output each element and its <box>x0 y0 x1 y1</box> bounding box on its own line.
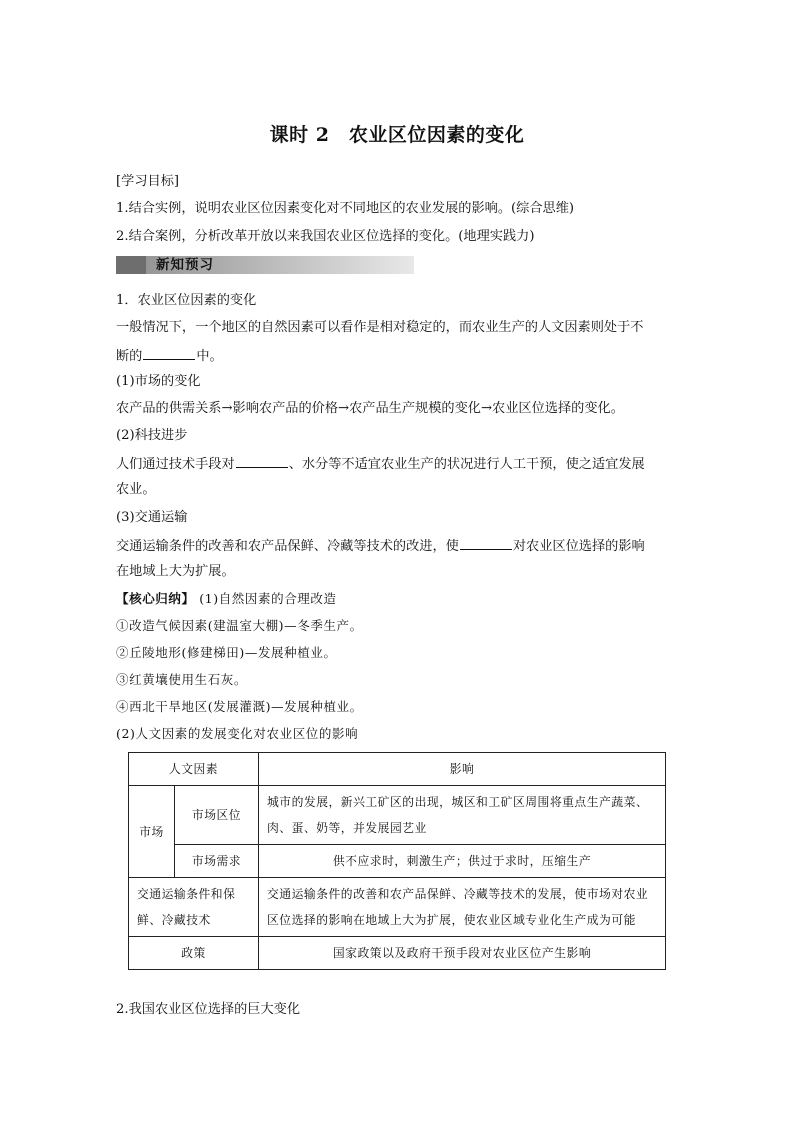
fill-blank-2[interactable] <box>236 453 288 468</box>
table-cell-market-location-impact: 城市的发展，新兴工矿区的出现，城区和工矿区周围将重点生产蔬菜、肉、蛋、奶等，并发展园艺业 <box>259 786 666 845</box>
objectives-label: [学习目标] <box>116 174 180 189</box>
transport-line-2: 在地域上大为扩展。 <box>116 564 235 579</box>
section-banner-label: 新知预习 <box>156 257 214 273</box>
core-item-3: ③红黄壤使用生石灰。 <box>116 672 248 687</box>
part2-heading: 2.我国农业区位选择的巨大变化 <box>116 1002 301 1017</box>
fill-blank-3[interactable] <box>460 535 512 550</box>
table-cell-market: 市场 <box>129 786 175 878</box>
section-banner-lead <box>116 256 146 274</box>
part1-heading: 1．农业区位因素的变化 <box>116 293 257 308</box>
tech-post: 、水分等不适宜农业生产的状况进行人工干预，使之适宜发展 <box>288 457 645 472</box>
objective-item-1: 1.结合实例，说明农业区位因素变化对不同地区的农业发展的影响。(综合思维) <box>116 201 575 216</box>
table-row <box>129 937 666 970</box>
table-cell-market-demand-impact: 供不应求时，刺激生产；供过于求时，压缩生产 <box>259 845 666 878</box>
human-factors-table <box>128 752 666 970</box>
core-summary-sub1: (1)自然因素的合理改造 <box>199 591 337 606</box>
table-cell-policy-impact: 国家政策以及政府干预手段对农业区位产生影响 <box>259 937 666 970</box>
tech-pre: 人们通过技术手段对 <box>116 457 235 472</box>
table-cell-policy: 政策 <box>129 937 259 970</box>
core-item-4: ④西北干旱地区(发展灌溉)—发展种植业。 <box>116 699 363 714</box>
part1-intro-pre: 断的 <box>116 349 143 364</box>
tech-line-2: 农业。 <box>116 482 156 497</box>
objective-item-2: 2.结合案例，分析改革开放以来我国农业区位选择的变化。(地理实践力) <box>116 229 535 244</box>
transport-heading: (3)交通运输 <box>116 510 188 525</box>
table-header-factor: 人文因素 <box>129 753 259 786</box>
table-cell-transport: 交通运输条件和保鲜、冷藏技术 <box>129 878 259 937</box>
core-summary-label: 【核心归纳】 <box>116 591 195 606</box>
table-header-impact: 影响 <box>259 753 666 786</box>
transport-post: 对农业区位选择的影响 <box>512 539 645 554</box>
transport-pre: 交通运输条件的改善和农产品保鲜、冷藏等技术的改进，使 <box>116 539 459 554</box>
table-row <box>129 786 666 845</box>
core-item-1: ①改造气候因素(建温室大棚)—冬季生产。 <box>116 618 363 633</box>
tech-line-1 <box>116 453 688 475</box>
core-item-2: ②丘陵地形(修建梯田)—发展种植业。 <box>116 645 337 660</box>
market-text: 农产品的供需关系→影响农产品的价格→农产品生产规模的变化→农业区位选择的变化。 <box>116 401 624 416</box>
part1-intro-line-2 <box>116 345 688 367</box>
table-row <box>129 878 666 937</box>
page-title: 课时 2 农业区位因素的变化 <box>269 124 525 146</box>
part1-intro-line-1: 一般情况下，一个地区的自然因素可以看作是相对稳定的，而农业生产的人文因素则处于不 <box>116 320 644 335</box>
table-cell-market-demand: 市场需求 <box>175 845 259 878</box>
section-banner <box>116 256 414 274</box>
market-heading: (1)市场的变化 <box>116 374 201 389</box>
table-row <box>129 845 666 878</box>
tech-heading: (2)科技进步 <box>116 428 188 443</box>
transport-line-1 <box>116 535 688 557</box>
part1-intro-post: 中。 <box>196 349 223 364</box>
table-row <box>129 753 666 786</box>
table-cell-market-location: 市场区位 <box>175 786 259 845</box>
fill-blank-1[interactable] <box>143 345 195 360</box>
core-sub2: (2)人文因素的发展变化对农业区位的影响 <box>116 726 359 741</box>
core-summary-line <box>116 589 688 609</box>
table-cell-transport-impact: 交通运输条件的改善和农产品保鲜、冷藏等技术的发展，使市场对农业区位选择的影响在地域上大为扩展，使农业区域专业化生产成为可能 <box>259 878 666 937</box>
